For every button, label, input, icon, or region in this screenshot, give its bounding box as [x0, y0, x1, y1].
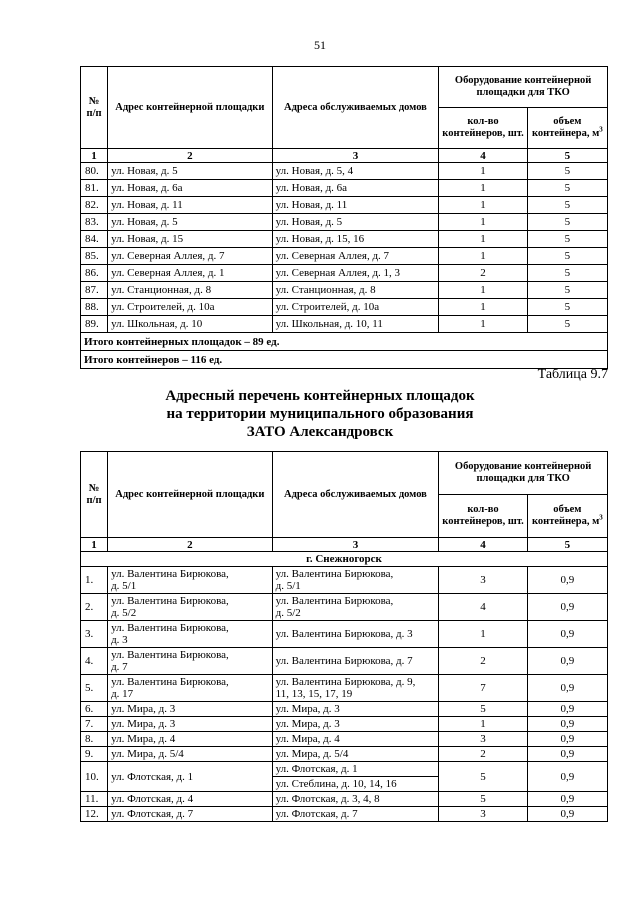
cell-line: ул. Мира, д. 3: [111, 703, 176, 715]
served-houses: ул. Северная Аллея, д. 7: [272, 248, 439, 265]
container-volume: 5: [527, 282, 607, 299]
col-index: 3: [272, 538, 439, 552]
site-address: [108, 717, 273, 732]
cell-line: ул. Мира, д. 4: [111, 733, 176, 745]
row-number: 80.: [81, 163, 108, 180]
total-containers: Итого контейнеров – 116 ед.: [81, 351, 608, 369]
served-houses: [272, 747, 439, 762]
site-address: [108, 807, 273, 822]
total-sites: Итого контейнерных площадок – 89 ед.: [81, 333, 608, 351]
table-row: [81, 197, 608, 214]
container-volume: 0,9: [527, 594, 607, 621]
cell-line: ул. Мира, д. 3: [275, 718, 340, 730]
cell-line: ул. Валентина Бирюкова, д. 3: [275, 628, 413, 640]
table-row: [81, 231, 608, 248]
table-row: [81, 648, 608, 675]
site-address: ул. Новая, д. 15: [108, 231, 273, 248]
row-number: 86.: [81, 265, 108, 282]
col-index: 5: [527, 149, 607, 163]
site-address: [108, 762, 273, 792]
table-row: [81, 180, 608, 197]
table-row: [81, 265, 608, 282]
title-line: Адресный перечень контейнерных площадок: [165, 388, 475, 404]
served-houses: ул. Новая, д. 5, 4: [272, 163, 439, 180]
container-volume: 0,9: [527, 792, 607, 807]
cell-line: ул. Валентина Бирюкова,: [111, 568, 229, 580]
container-count: 1: [439, 231, 528, 248]
table-row: [81, 702, 608, 717]
served-houses: [272, 567, 439, 594]
cell-line: 11, 13, 15, 17, 19: [275, 688, 353, 700]
row-number: 81.: [81, 180, 108, 197]
container-count: 2: [439, 747, 528, 762]
site-address: [108, 567, 273, 594]
table-row: [81, 594, 608, 621]
cell-line: д. 17: [111, 688, 134, 700]
table-row: [81, 567, 608, 594]
cell-line: д. 5/1: [275, 580, 301, 592]
row-number: 88.: [81, 299, 108, 316]
header-qty: кол-во контейнеров, шт.: [439, 495, 528, 538]
site-address: [108, 648, 273, 675]
site-address: [108, 675, 273, 702]
container-count: 5: [439, 762, 528, 792]
header-num: № п/п: [81, 452, 108, 538]
row-number: 82.: [81, 197, 108, 214]
served-houses: ул. Школьная, д. 10, 11: [272, 316, 439, 333]
row-number: 3.: [81, 621, 108, 648]
served-houses: [272, 807, 439, 822]
container-volume: 5: [527, 299, 607, 316]
served-houses: ул. Стеблина, д. 10, 14, 16: [272, 777, 439, 792]
container-volume: 0,9: [527, 747, 607, 762]
served-houses: ул. Новая, д. 5: [272, 214, 439, 231]
container-count: 2: [439, 265, 528, 282]
site-address: ул. Новая, д. 5: [108, 214, 273, 231]
site-address: ул. Новая, д. 6а: [108, 180, 273, 197]
served-houses: [272, 594, 439, 621]
container-count: 3: [439, 567, 528, 594]
cell-line: ул. Валентина Бирюкова, д. 7: [275, 655, 413, 667]
row-number: 7.: [81, 717, 108, 732]
served-houses: [272, 702, 439, 717]
container-count: 5: [439, 702, 528, 717]
container-volume: 0,9: [527, 567, 607, 594]
container-volume: 0,9: [527, 621, 607, 648]
container-count: 1: [439, 621, 528, 648]
header-address: Адрес контейнерной площадки: [108, 67, 273, 149]
table-row: [81, 675, 608, 702]
cell-line: ул. Флотская, д. 1: [111, 770, 194, 783]
header-volume: объем контейнера, $м^3$: [527, 108, 607, 149]
row-number: 8.: [81, 732, 108, 747]
site-address: [108, 621, 273, 648]
row-number: 2.: [81, 594, 108, 621]
col-index: 4: [439, 538, 528, 552]
site-address: ул. Новая, д. 5: [108, 163, 273, 180]
header-equipment: Оборудование контейнерной площадки для ТКО: [439, 67, 608, 108]
col-index: 5: [527, 538, 607, 552]
served-houses: [272, 732, 439, 747]
served-houses: [272, 648, 439, 675]
container-count: 1: [439, 316, 528, 333]
served-houses: ул. Строителей, д. 10а: [272, 299, 439, 316]
container-volume: 5: [527, 248, 607, 265]
cell-line: ул. Валентина Бирюкова,: [111, 595, 229, 607]
site-address: [108, 594, 273, 621]
header-equipment: Оборудование контейнерной площадки для ТКО: [439, 452, 608, 495]
container-count: 1: [439, 214, 528, 231]
row-number: 1.: [81, 567, 108, 594]
container-count: 3: [439, 807, 528, 822]
col-index: 4: [439, 149, 528, 163]
row-number: 83.: [81, 214, 108, 231]
table-row: [81, 299, 608, 316]
row-number: 9.: [81, 747, 108, 762]
container-volume: 0,9: [527, 807, 607, 822]
column-index-row: [81, 538, 608, 552]
served-houses: [272, 717, 439, 732]
cell-line: д. 7: [111, 661, 128, 673]
col-index: 2: [108, 538, 273, 552]
site-address: ул. Северная Аллея, д. 7: [108, 248, 273, 265]
container-count: 1: [439, 282, 528, 299]
table-row: [81, 747, 608, 762]
served-houses: ул. Станционная, д. 8: [272, 282, 439, 299]
site-address: ул. Школьная, д. 10: [108, 316, 273, 333]
cell-line: ул. Валентина Бирюкова,: [111, 622, 229, 634]
col-index: 2: [108, 149, 273, 163]
cell-line: ул. Валентина Бирюкова,: [111, 649, 229, 661]
container-volume: 5: [527, 231, 607, 248]
container-volume: 0,9: [527, 717, 607, 732]
container-count: 1: [439, 717, 528, 732]
row-number: 4.: [81, 648, 108, 675]
table-row: [81, 248, 608, 265]
page-number: 51: [314, 38, 326, 52]
container-volume: 5: [527, 180, 607, 197]
row-number: 6.: [81, 702, 108, 717]
row-number: 11.: [81, 792, 108, 807]
table-row: [81, 732, 608, 747]
cell-line: ул. Флотская, д. 7: [111, 808, 194, 820]
container-sites-table-continued: [80, 66, 608, 369]
header-qty: кол-во контейнеров, шт.: [439, 108, 528, 149]
container-count: 1: [439, 197, 528, 214]
cell-line: д. 5/1: [111, 580, 137, 592]
cell-line: ул. Флотская, д. 4: [111, 793, 194, 805]
row-number: 87.: [81, 282, 108, 299]
container-volume: 5: [527, 163, 607, 180]
cell-line: ул. Мира, д. 5/4: [111, 748, 184, 760]
site-address: [108, 792, 273, 807]
row-number: 5.: [81, 675, 108, 702]
header-num: № п/п: [81, 67, 108, 149]
col-index: 3: [272, 149, 439, 163]
table-row: [81, 214, 608, 231]
site-address: [108, 747, 273, 762]
container-count: 3: [439, 732, 528, 747]
cell-line: ул. Валентина Бирюкова,: [275, 595, 394, 607]
row-number: 84.: [81, 231, 108, 248]
served-houses: ул. Новая, д. 15, 16: [272, 231, 439, 248]
cell-line: ул. Валентина Бирюкова,: [275, 568, 394, 580]
cell-line: ул. Флотская, д. 7: [275, 808, 358, 820]
container-volume: 0,9: [527, 762, 607, 792]
container-volume: 0,9: [527, 648, 607, 675]
site-address: ул. Новая, д. 11: [108, 197, 273, 214]
container-volume: 5: [527, 265, 607, 282]
cell-line: д. 3: [111, 634, 128, 646]
row-number: 12.: [81, 807, 108, 822]
cell-line: ул. Мира, д. 3: [111, 718, 176, 730]
header-houses: Адреса обслуживаемых домов: [272, 452, 439, 538]
cell-line: ул. Валентина Бирюкова, д. 9,: [275, 676, 416, 688]
table-row: [81, 717, 608, 732]
col-index: 1: [81, 538, 108, 552]
served-houses: ул. Флотская, д. 1: [272, 762, 439, 777]
table-caption: Таблица 9.7: [537, 367, 608, 382]
served-houses: [272, 792, 439, 807]
container-volume: 0,9: [527, 675, 607, 702]
title-line: на территории муниципального образования: [166, 406, 474, 422]
table-row: [81, 621, 608, 648]
header-houses: Адреса обслуживаемых домов: [272, 67, 439, 149]
col-index: 1: [81, 149, 108, 163]
container-count: 5: [439, 792, 528, 807]
container-count: 1: [439, 299, 528, 316]
table-row: [81, 316, 608, 333]
container-volume: 5: [527, 316, 607, 333]
container-count: 1: [439, 180, 528, 197]
cell-line: ул. Валентина Бирюкова,: [111, 676, 229, 688]
container-count: 2: [439, 648, 528, 675]
container-count: 7: [439, 675, 528, 702]
cell-line: ул. Мира, д. 5/4: [275, 748, 349, 760]
table-row: [81, 163, 608, 180]
site-address: [108, 702, 273, 717]
header-address: Адрес контейнерной площадки: [108, 452, 273, 538]
container-count: 4: [439, 594, 528, 621]
served-houses: ул. Новая, д. 11: [272, 197, 439, 214]
cell-line: ул. Мира, д. 4: [275, 733, 340, 745]
city-heading: г. Снежногорск: [81, 552, 608, 567]
header-volume: объем контейнера, $м^3$: [527, 495, 607, 538]
cell-line: ул. Флотская, д. 3, 4, 8: [275, 793, 380, 805]
cell-line: д. 5/2: [275, 607, 301, 619]
row-number: 89.: [81, 316, 108, 333]
table-row: [81, 807, 608, 822]
served-houses: ул. Новая, д. 6а: [272, 180, 439, 197]
row-number: 85.: [81, 248, 108, 265]
cell-line: д. 5/2: [111, 607, 137, 619]
table-row: [81, 792, 608, 807]
container-volume: 5: [527, 214, 607, 231]
site-address: ул. Северная Аллея, д. 1: [108, 265, 273, 282]
table-row: [81, 762, 608, 777]
column-index-row: [81, 149, 608, 163]
container-volume: 5: [527, 197, 607, 214]
served-houses: ул. Северная Аллея, д. 1, 3: [272, 265, 439, 282]
container-volume: 0,9: [527, 732, 607, 747]
site-address: ул. Станционная, д. 8: [108, 282, 273, 299]
title-line: ЗАТО Александровск: [246, 424, 394, 440]
container-volume: 0,9: [527, 702, 607, 717]
site-address: ул. Строителей, д. 10а: [108, 299, 273, 316]
container-sites-table: [80, 451, 608, 822]
site-address: [108, 732, 273, 747]
served-houses: [272, 675, 439, 702]
table-row: [81, 282, 608, 299]
container-count: 1: [439, 248, 528, 265]
container-count: 1: [439, 163, 528, 180]
row-number: 10.: [81, 762, 108, 792]
served-houses: [272, 621, 439, 648]
table-title: [0, 387, 640, 441]
cell-line: ул. Мира, д. 3: [275, 703, 340, 715]
